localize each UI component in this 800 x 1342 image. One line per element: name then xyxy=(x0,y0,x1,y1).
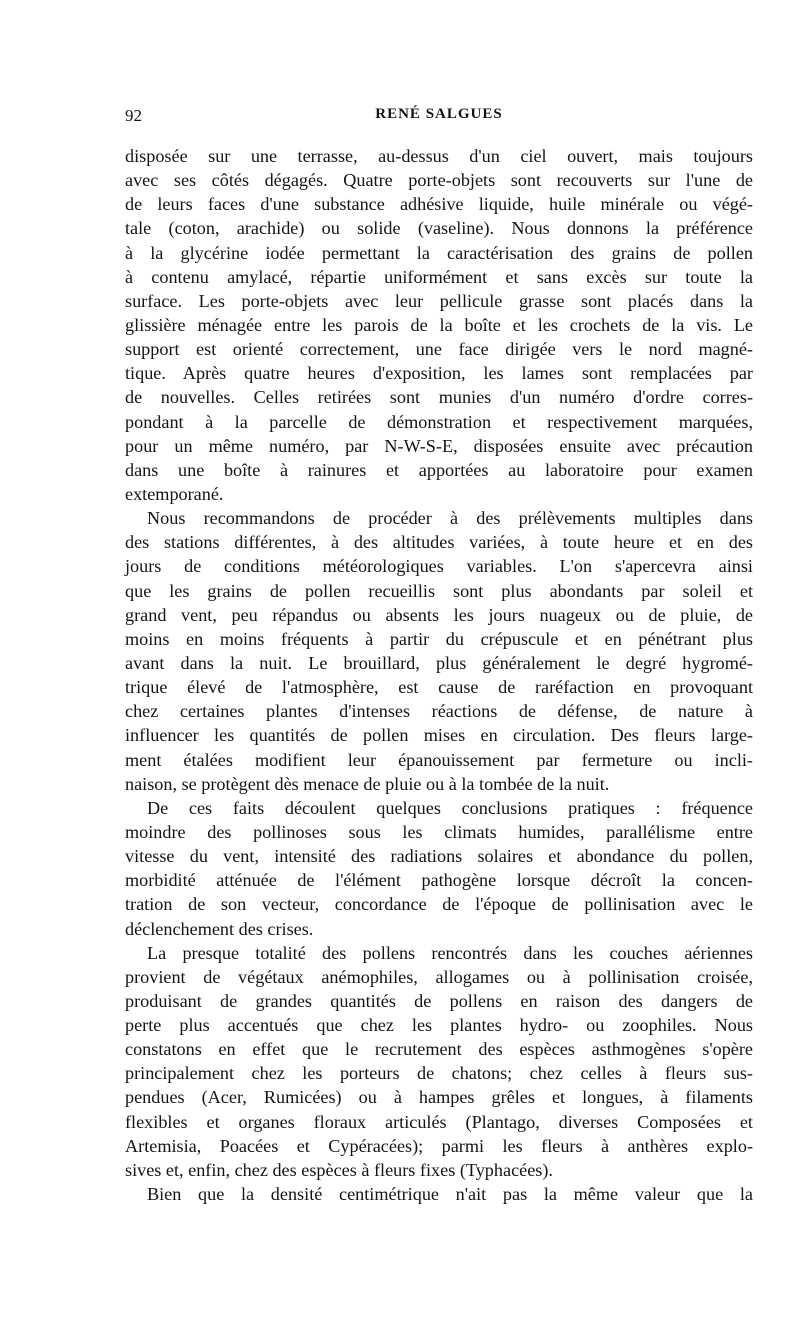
text-line: avec ses côtés dégagés. Quatre porte-objets sont recouverts sur l'une de xyxy=(125,170,753,191)
text-line: produisant de grandes quantités de pollens en raison des dangers de xyxy=(125,990,753,1011)
text-line: La presque totalité des pollens rencontrés dans les couches aériennes xyxy=(147,942,753,963)
text-line: disposée sur une terrasse, au-dessus d'un ciel ouvert, mais toujours xyxy=(125,146,753,166)
text-line: ment étalées modifient leur épanouissement par fermeture ou incli- xyxy=(125,749,753,770)
text-line: pondant à la parcelle de démonstration et respectivement marquées, xyxy=(125,411,753,432)
body-text xyxy=(125,144,753,1206)
text-line: à contenu amylacé, répartie uniformément et sans excès sur toute la xyxy=(125,266,753,287)
page-header xyxy=(125,106,753,130)
text-line: pendues (Acer, Rumicées) ou à hampes grêles et longues, à filaments xyxy=(125,1087,753,1108)
text-line: surface. Les porte-objets avec leur pellicule grasse sont placés dans la xyxy=(125,290,753,311)
text-line: Bien que la densité centimétrique n'ait pas la même valeur que la xyxy=(147,1184,753,1205)
text-line: Nous recommandons de procéder à des prélèvements multiples dans xyxy=(147,508,753,529)
text-line: perte plus accentués que chez les plantes hydro- ou zoophiles. Nous xyxy=(125,1015,753,1036)
text-line: tration de son vecteur, concordance de l'époque de pollinisation avec le xyxy=(125,894,753,915)
text-line: flexibles et organes floraux articulés (Plantago, diverses Composées et xyxy=(125,1111,753,1132)
text-line: jours de conditions météorologiques variables. L'on s'apercevra ainsi xyxy=(125,556,753,577)
text-line: vitesse du vent, intensité des radiations solaires et abondance du pollen, xyxy=(125,846,753,867)
text-line: De ces faits découlent quelques conclusions pratiques : fréquence xyxy=(147,797,753,818)
text-line: que les grains de pollen recueillis sont plus abondants par soleil et xyxy=(125,580,753,601)
text-line: moindre des pollinoses sous les climats humides, parallélisme entre xyxy=(125,821,753,842)
text-line: sives et, enfin, chez des espèces à fleurs fixes (Typhacées). xyxy=(125,1159,553,1180)
text-line: pour un même numéro, par N-W-S-E, disposées ensuite avec précaution xyxy=(125,435,753,456)
text-line: chez certaines plantes d'intenses réactions de défense, de nature à xyxy=(125,701,753,722)
text-line: Artemisia, Poacées et Cypéracées); parmi les fleurs à anthères explo- xyxy=(125,1135,753,1156)
text-line: dans une boîte à rainures et apportées au laboratoire pour examen xyxy=(125,459,753,480)
text-line: à la glycérine iodée permettant la caractérisation des grains de pollen xyxy=(125,242,753,263)
text-line: trique élevé de l'atmosphère, est cause de raréfaction en provoquant xyxy=(125,677,753,698)
text-line: influencer les quantités de pollen mises en circulation. Des fleurs large- xyxy=(125,725,753,746)
running-title: RENÉ SALGUES xyxy=(375,106,503,122)
text-line: morbidité atténuée de l'élément pathogène lorsque décroît la concen- xyxy=(125,870,753,891)
text-line: tique. Après quatre heures d'exposition, les lames sont remplacées par xyxy=(125,363,753,384)
page-number: 92 xyxy=(125,106,142,125)
text-line: constatons en effet que le recrutement des espèces asthmogènes s'opère xyxy=(125,1039,753,1060)
text-line: des stations différentes, à des altitudes variées, à toute heure et en des xyxy=(125,532,753,553)
text-line: support est orienté correctement, une face dirigée vers le nord magné- xyxy=(125,339,753,360)
text-line: avant dans la nuit. Le brouillard, plus généralement le degré hygromé- xyxy=(125,652,753,673)
text-line: principalement chez les porteurs de chatons; chez celles à fleurs sus- xyxy=(125,1063,753,1084)
text-line: tale (coton, arachide) ou solide (vaseline). Nous donnons la préférence xyxy=(125,218,753,239)
text-line: moins en moins fréquents à partir du crépuscule et en pénétrant plus xyxy=(125,628,753,649)
text-line: de leurs faces d'une substance adhésive liquide, huile minérale ou végé- xyxy=(125,194,753,215)
text-line: glissière ménagée entre les parois de la boîte et les crochets de la vis. Le xyxy=(125,314,753,335)
text-line: provient de végétaux anémophiles, allogames ou à pollinisation croisée, xyxy=(125,966,753,987)
text-line: déclenchement des crises. xyxy=(125,918,314,939)
text-line: extemporané. xyxy=(125,483,224,504)
text-line: de nouvelles. Celles retirées sont munies d'un numéro d'ordre corres- xyxy=(125,387,753,408)
text-line: grand vent, peu répandus ou absents les jours nuageux ou de pluie, de xyxy=(125,604,753,625)
text-line: naison, se protègent dès menace de pluie ou à la tombée de la nuit. xyxy=(125,773,610,794)
